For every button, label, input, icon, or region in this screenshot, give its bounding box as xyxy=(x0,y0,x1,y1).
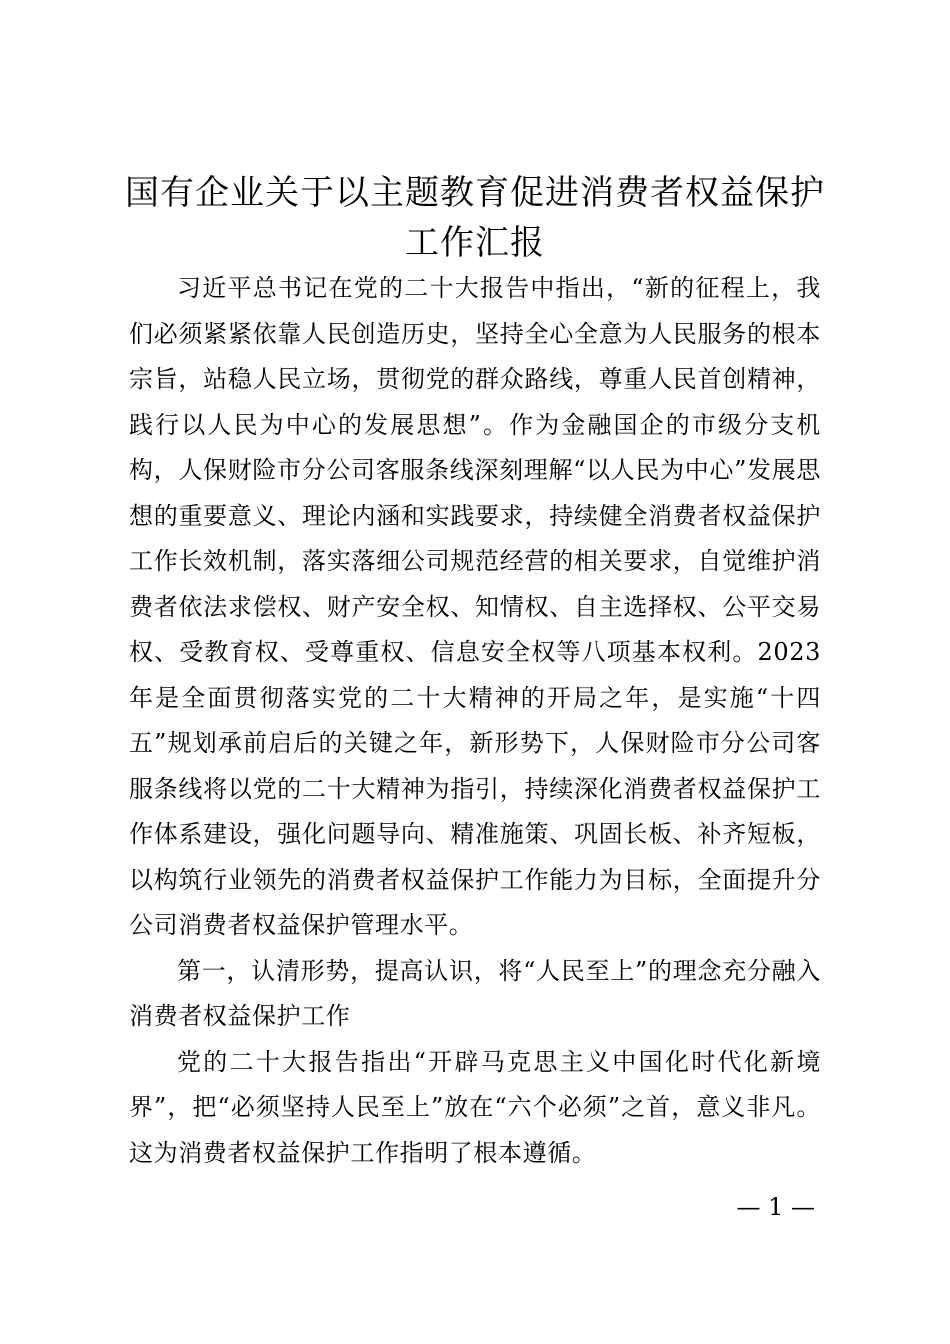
section-heading-1: 第一，认清形势，提高认识，将“人民至上”的理念充分融入消费者权益保护工作 xyxy=(129,956,821,1030)
document-body xyxy=(129,266,821,1176)
page-number: — 1 — xyxy=(736,1193,815,1221)
title-line-2: 工作汇报 xyxy=(405,223,545,263)
paragraph-section-1: 党的二十大报告指出“开辟马克思主义中国化时代化新境界”，把“必须坚持人民至上”放在“六个必须”之首，意义非凡。这为消费者权益保护工作指明了根本遵循。 xyxy=(129,1047,821,1167)
title-line-1: 国有企业关于以主题教育促进消费者权益保护 xyxy=(125,173,825,213)
paragraph-intro: 习近平总书记在党的二十大报告中指出，“新的征程上，我们必须紧紧依靠人民创造历史，坚持全心全意为人民服务的根本宗旨，站稳人民立场，贯彻党的群众路线，尊重人民首创精神，践行以人民为中心的发展思想”。作为金融国企的市级分支机构，人保财险市分公司客服条线深刻理解“以人民为中心”发展思想的重要意义、理论内涵和实践要求，持续健全消费者权益保护工作长效机制，落实落细公司规范经营的相关要求，自觉维护消费者依法求偿权、财产安全权、知情权、自主选择权、公平交易权、受教育权、受尊重权、信息安全权等八项基本权利。2023年是全面贯彻落实党的二十大精神的开局之年，是实施“十四五”规划承前启后的关键之年，新形势下，人保财险市分公司客服条线将以党的二十大精神为指引，持续深化消费者权益保护工作体系建设，强化问题导向、精准施策、巩固长板、补齐短板，以构筑行业领先的消费者权益保护工作能力为目标，全面提升分公司消费者权益保护管理水平。 xyxy=(129,274,821,939)
document-title xyxy=(120,168,830,268)
